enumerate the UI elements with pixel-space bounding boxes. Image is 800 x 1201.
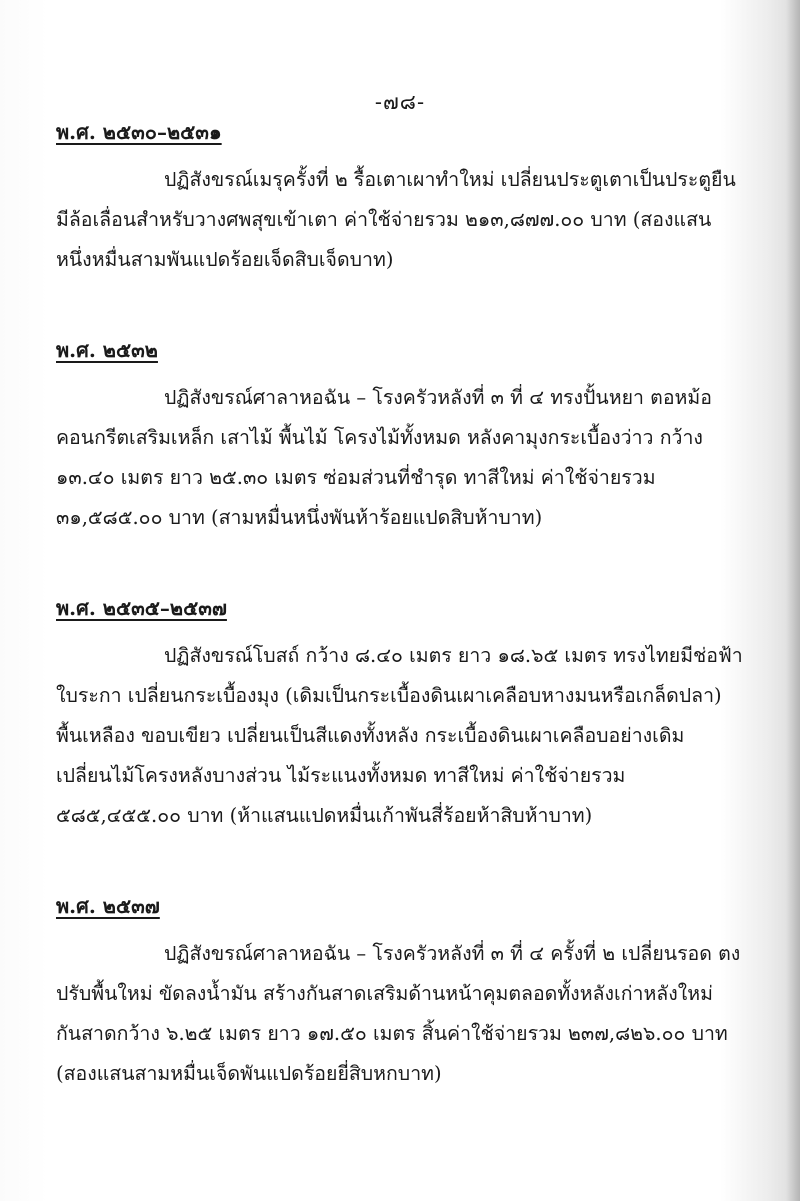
section-heading: พ.ศ. ๒๕๓๗ [56,894,160,918]
paragraph-line: ปฏิสังขรณ์ศาลาหอฉัน – โรงครัวหลังที่ ๓ ที่ ๔ ครั้งที่ ๒ เปลี่ยนรอด ตง [164,942,741,965]
section-heading: พ.ศ. ๒๕๓๐–๒๕๓๑ [56,120,222,144]
paragraph-line: ใบระกา เปลี่ยนกระเบื้องมุง (เดิมเป็นกระเบื้องดินเผาเคลือบหางมนหรือเกล็ดปลา) [56,684,722,707]
paragraph-line: ๑๓.๔๐ เมตร ยาว ๒๕.๓๐ เมตร ซ่อมส่วนที่ชำรุด ทาสีใหม่ ค่าใช้จ่ายรวม [56,466,656,489]
section-paragraph [56,160,746,280]
section-2532 [0,336,800,538]
section-2537 [0,892,800,1094]
paragraph-line: คอนกรีตเสริมเหล็ก เสาไม้ พื้นไม้ โครงไม้ทั้งหมด หลังคามุงกระเบื้องว่าว กว้าง [56,426,703,449]
section-paragraph [56,636,746,836]
section-heading: พ.ศ. ๒๕๓๕–๒๕๓๗ [56,596,227,620]
section-2530-2531 [0,118,800,280]
paragraph-line: กันสาดกว้าง ๖.๒๕ เมตร ยาว ๑๗.๕๐ เมตร สิ้นค่าใช้จ่ายรวม ๒๓๗,๘๒๖.๐๐ บาท [56,1022,728,1045]
section-paragraph [56,378,746,538]
paragraph-line: (สองแสนสามหมื่นเจ็ดพันแปดร้อยยี่สิบหกบาท) [56,1062,442,1085]
page-number: -๗๘- [374,90,426,114]
paragraph-line: หนึ่งหมื่นสามพันแปดร้อยเจ็ดสิบเจ็ดบาท) [56,248,394,271]
paragraph-line: มีล้อเลื่อนสำหรับวางศพสุขเข้าเตา ค่าใช้จ่ายรวม ๒๑๓,๘๗๗.๐๐ บาท (สองแสน [56,208,712,231]
section-heading: พ.ศ. ๒๕๓๒ [56,338,158,362]
paragraph-line: เปลี่ยนไม้โครงหลังบางส่วน ไม้ระแนงทั้งหมด ทาสีใหม่ ค่าใช้จ่ายรวม [56,764,626,787]
paragraph-line: ๓๑,๕๘๕.๐๐ บาท (สามหมื่นหนึ่งพันห้าร้อยแปดสิบห้าบาท) [56,506,543,529]
document-body [0,118,800,1150]
paragraph-line: ปฏิสังขรณ์โบสถ์ กว้าง ๘.๔๐ เมตร ยาว ๑๘.๖๕ เมตร ทรงไทยมีช่อฟ้า [164,644,743,667]
section-paragraph [56,934,746,1094]
paragraph-line: ปฏิสังขรณ์เมรุครั้งที่ ๒ รื้อเตาเผาทำใหม่ เปลี่ยนประตูเตาเป็นประตูยืน [164,168,736,191]
paragraph-line: ปฏิสังขรณ์ศาลาหอฉัน – โรงครัวหลังที่ ๓ ที่ ๔ ทรงปั้นหยา ตอหม้อ [164,386,712,409]
paragraph-line: ๕๘๕,๔๕๕.๐๐ บาท (ห้าแสนแปดหมื่นเก้าพันสี่ร้อยห้าสิบห้าบาท) [56,804,593,827]
paragraph-line: ปรับพื้นใหม่ ขัดลงน้ำมัน สร้างกันสาดเสริมด้านหน้าคุมตลอดทั้งหลังเก่าหลังใหม่ [56,982,714,1005]
section-2535-2537 [0,594,800,836]
paragraph-line: พื้นเหลือง ขอบเขียว เปลี่ยนเป็นสีแดงทั้งหลัง กระเบื้องดินเผาเคลือบอย่างเดิม [56,724,685,747]
